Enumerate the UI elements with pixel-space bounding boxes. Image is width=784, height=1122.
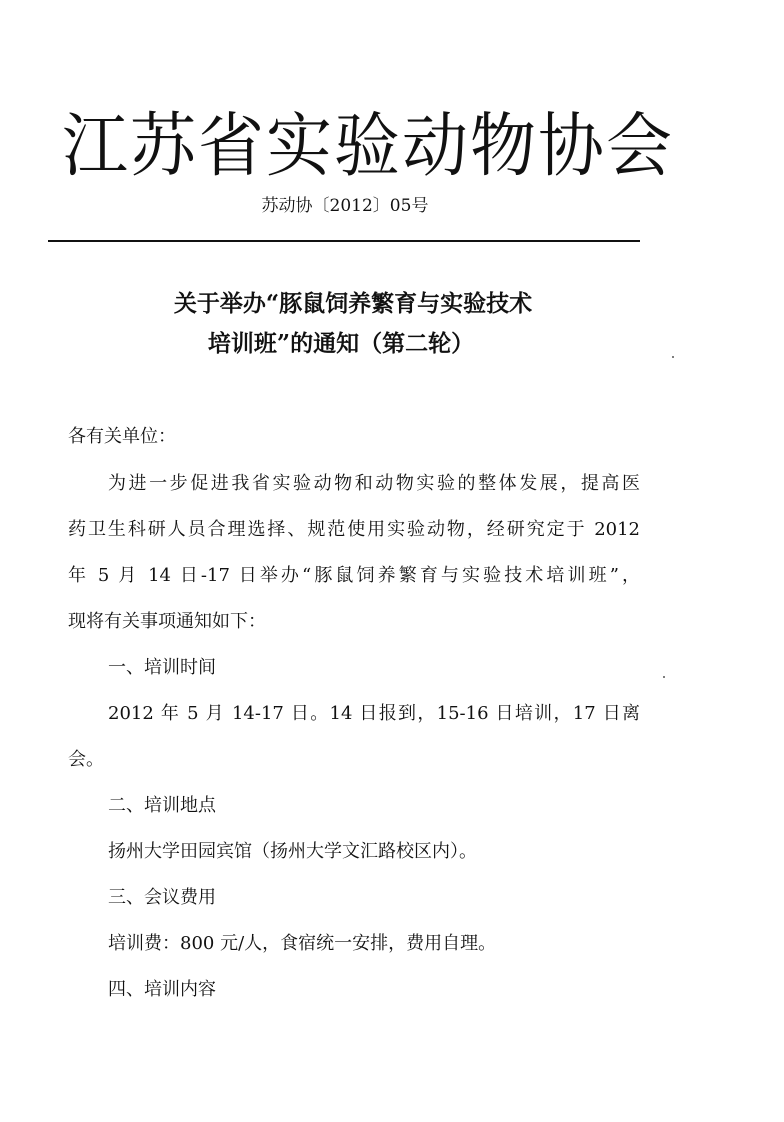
- salutation: 各有关单位：: [68, 426, 176, 447]
- intro-line-3: 年 5 月 14 日-17 日举办“豚鼠饲养繁育与实验技术培训班”，: [68, 565, 640, 586]
- organization-title: 江苏省实验动物协会: [62, 105, 674, 187]
- section-1-line-1: 2012 年 5 月 14-17 日。14 日报到，15-16 日培训，17 日离: [108, 703, 640, 724]
- intro-line-2: 药卫生科研人员合理选择、规范使用实验动物，经研究定于 2012: [68, 519, 640, 540]
- section-4-heading: 四、培训内容: [108, 979, 216, 1000]
- section-1-heading: 一、培训时间: [108, 657, 216, 678]
- notice-title-line-1: 关于举办“豚鼠饲养繁育与实验技术: [173, 290, 533, 317]
- intro-line-4: 现将有关事项通知如下：: [68, 611, 266, 632]
- document-number: 苏动协〔2012〕05号: [261, 196, 429, 216]
- section-1-line-2: 会。: [68, 749, 104, 770]
- notice-title-line-2: 培训班”的通知（第二轮）: [207, 330, 475, 357]
- section-2-heading: 二、培训地点: [108, 795, 216, 816]
- header-rule: [48, 240, 640, 242]
- section-2-text: 扬州大学田园宾馆（扬州大学文汇路校区内）。: [108, 841, 477, 862]
- intro-line-1: 为进一步促进我省实验动物和动物实验的整体发展，提高医: [108, 473, 640, 494]
- scan-speck: [672, 356, 674, 358]
- section-3-heading: 三、会议费用: [108, 887, 216, 908]
- scan-speck: [663, 676, 665, 678]
- section-3-text: 培训费：800 元/人，食宿统一安排，费用自理。: [108, 933, 497, 954]
